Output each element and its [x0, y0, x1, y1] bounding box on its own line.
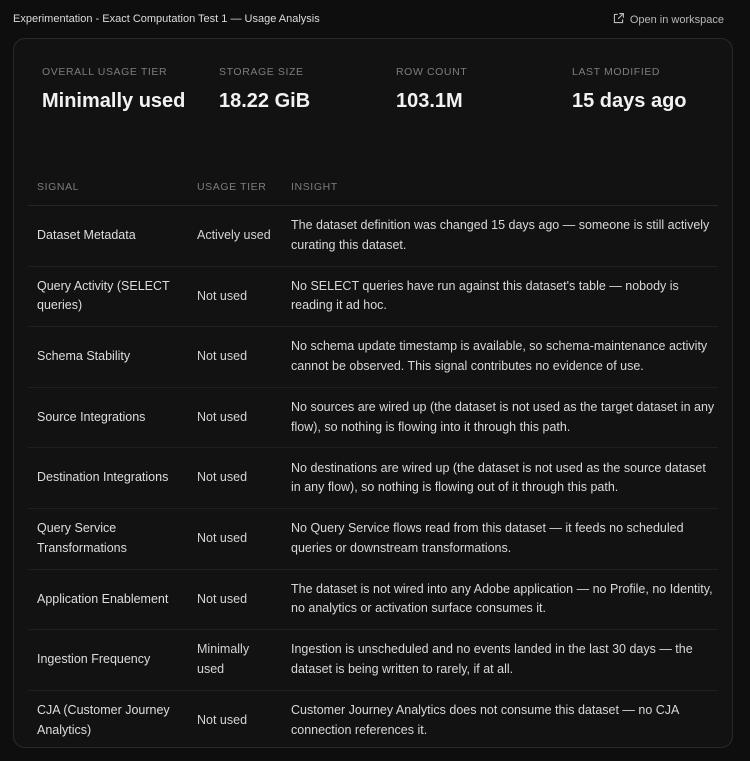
table-row — [28, 448, 718, 509]
stat-value: Minimally used — [42, 90, 186, 112]
table-row — [28, 509, 718, 570]
signal-cell: Application Enablement — [37, 591, 169, 606]
column-header-insight: INSIGHT — [291, 181, 338, 193]
insight-cell: Ingestion is unscheduled and no events landed in the last 30 days — the dataset is being written to rarely, if at all. — [291, 642, 693, 676]
usage-tier-cell: Actively used — [197, 228, 271, 243]
usage-tier-cell: Not used — [197, 470, 248, 485]
insight-cell: Customer Journey Analytics does not consume this dataset — no CJA connection references it. — [291, 703, 679, 737]
usage-analysis-card — [13, 38, 733, 748]
stat-value: 15 days ago — [572, 90, 687, 112]
signal-cell: Query Activity (SELECT queries) — [37, 278, 170, 313]
stat-label: ROW COUNT — [396, 66, 468, 78]
insight-cell: No schema update timestamp is available, so schema-maintenance activity cannot be observed. This signal contributes no evidence of use. — [291, 339, 708, 373]
stat-value: 103.1M — [396, 90, 463, 112]
column-header-usage-tier: USAGE TIER — [197, 181, 267, 193]
signal-cell: Destination Integrations — [37, 470, 169, 485]
stat-value: 18.22 GiB — [219, 90, 311, 112]
stat-label: STORAGE SIZE — [219, 66, 304, 78]
stat-storage-size — [219, 66, 310, 115]
signal-cell: Source Integrations — [37, 409, 146, 424]
signal-cell: Schema Stability — [37, 349, 131, 364]
table-row — [28, 206, 718, 267]
open-in-workspace-label: Open in workspace — [629, 14, 724, 26]
table-row — [28, 691, 718, 751]
page-title: Experimentation - Exact Computation Test 1 — Usage Analysis — [13, 13, 320, 25]
signals-table — [28, 179, 718, 750]
insight-cell: No destinations are wired up (the dataset is not used as the source dataset in any flow), so nothing is flowing out of it through this path. — [291, 460, 706, 495]
stat-overall-usage-tier — [42, 66, 192, 115]
stat-label: OVERALL USAGE TIER — [42, 66, 168, 78]
stat-last-modified — [572, 66, 687, 115]
insight-cell: The dataset is not wired into any Adobe application — no Profile, no Identity, no analytics or activation surface consumes it. — [291, 581, 713, 616]
usage-tier-cell: Minimally used — [197, 642, 250, 676]
usage-tier-cell: Not used — [197, 349, 248, 364]
signal-cell: Query Service Transformations — [37, 521, 127, 555]
signal-cell: CJA (Customer Journey Analytics) — [37, 703, 170, 737]
column-header-signal: SIGNAL — [37, 181, 80, 193]
usage-tier-cell: Not used — [197, 409, 248, 424]
table-row — [28, 388, 718, 449]
stat-row-count — [396, 66, 467, 115]
usage-tier-cell: Not used — [197, 712, 248, 727]
table-row — [28, 630, 718, 691]
open-in-workspace-link[interactable] — [612, 12, 724, 28]
table-row — [28, 570, 718, 631]
table-row — [28, 267, 718, 328]
summary-stats — [14, 39, 732, 179]
top-bar — [0, 0, 750, 38]
insight-cell: No SELECT queries have run against this dataset's table — nobody is reading it ad hoc. — [291, 278, 679, 313]
insight-cell: No Query Service flows read from this dataset — it feeds no scheduled queries or downstream transformations. — [291, 521, 684, 555]
table-row — [28, 327, 718, 388]
usage-tier-cell: Not used — [197, 531, 248, 546]
external-link-icon — [612, 12, 625, 28]
usage-tier-cell: Not used — [197, 591, 248, 606]
insight-cell: The dataset definition was changed 15 days ago — someone is still actively curating this dataset. — [291, 218, 710, 252]
signal-cell: Dataset Metadata — [37, 228, 136, 243]
insight-cell: No sources are wired up (the dataset is not used as the target dataset in any flow), so nothing is flowing into it through this path. — [291, 400, 715, 434]
usage-tier-cell: Not used — [197, 288, 248, 303]
signal-cell: Ingestion Frequency — [37, 652, 151, 667]
table-header — [28, 179, 718, 206]
stat-label: LAST MODIFIED — [572, 66, 661, 78]
